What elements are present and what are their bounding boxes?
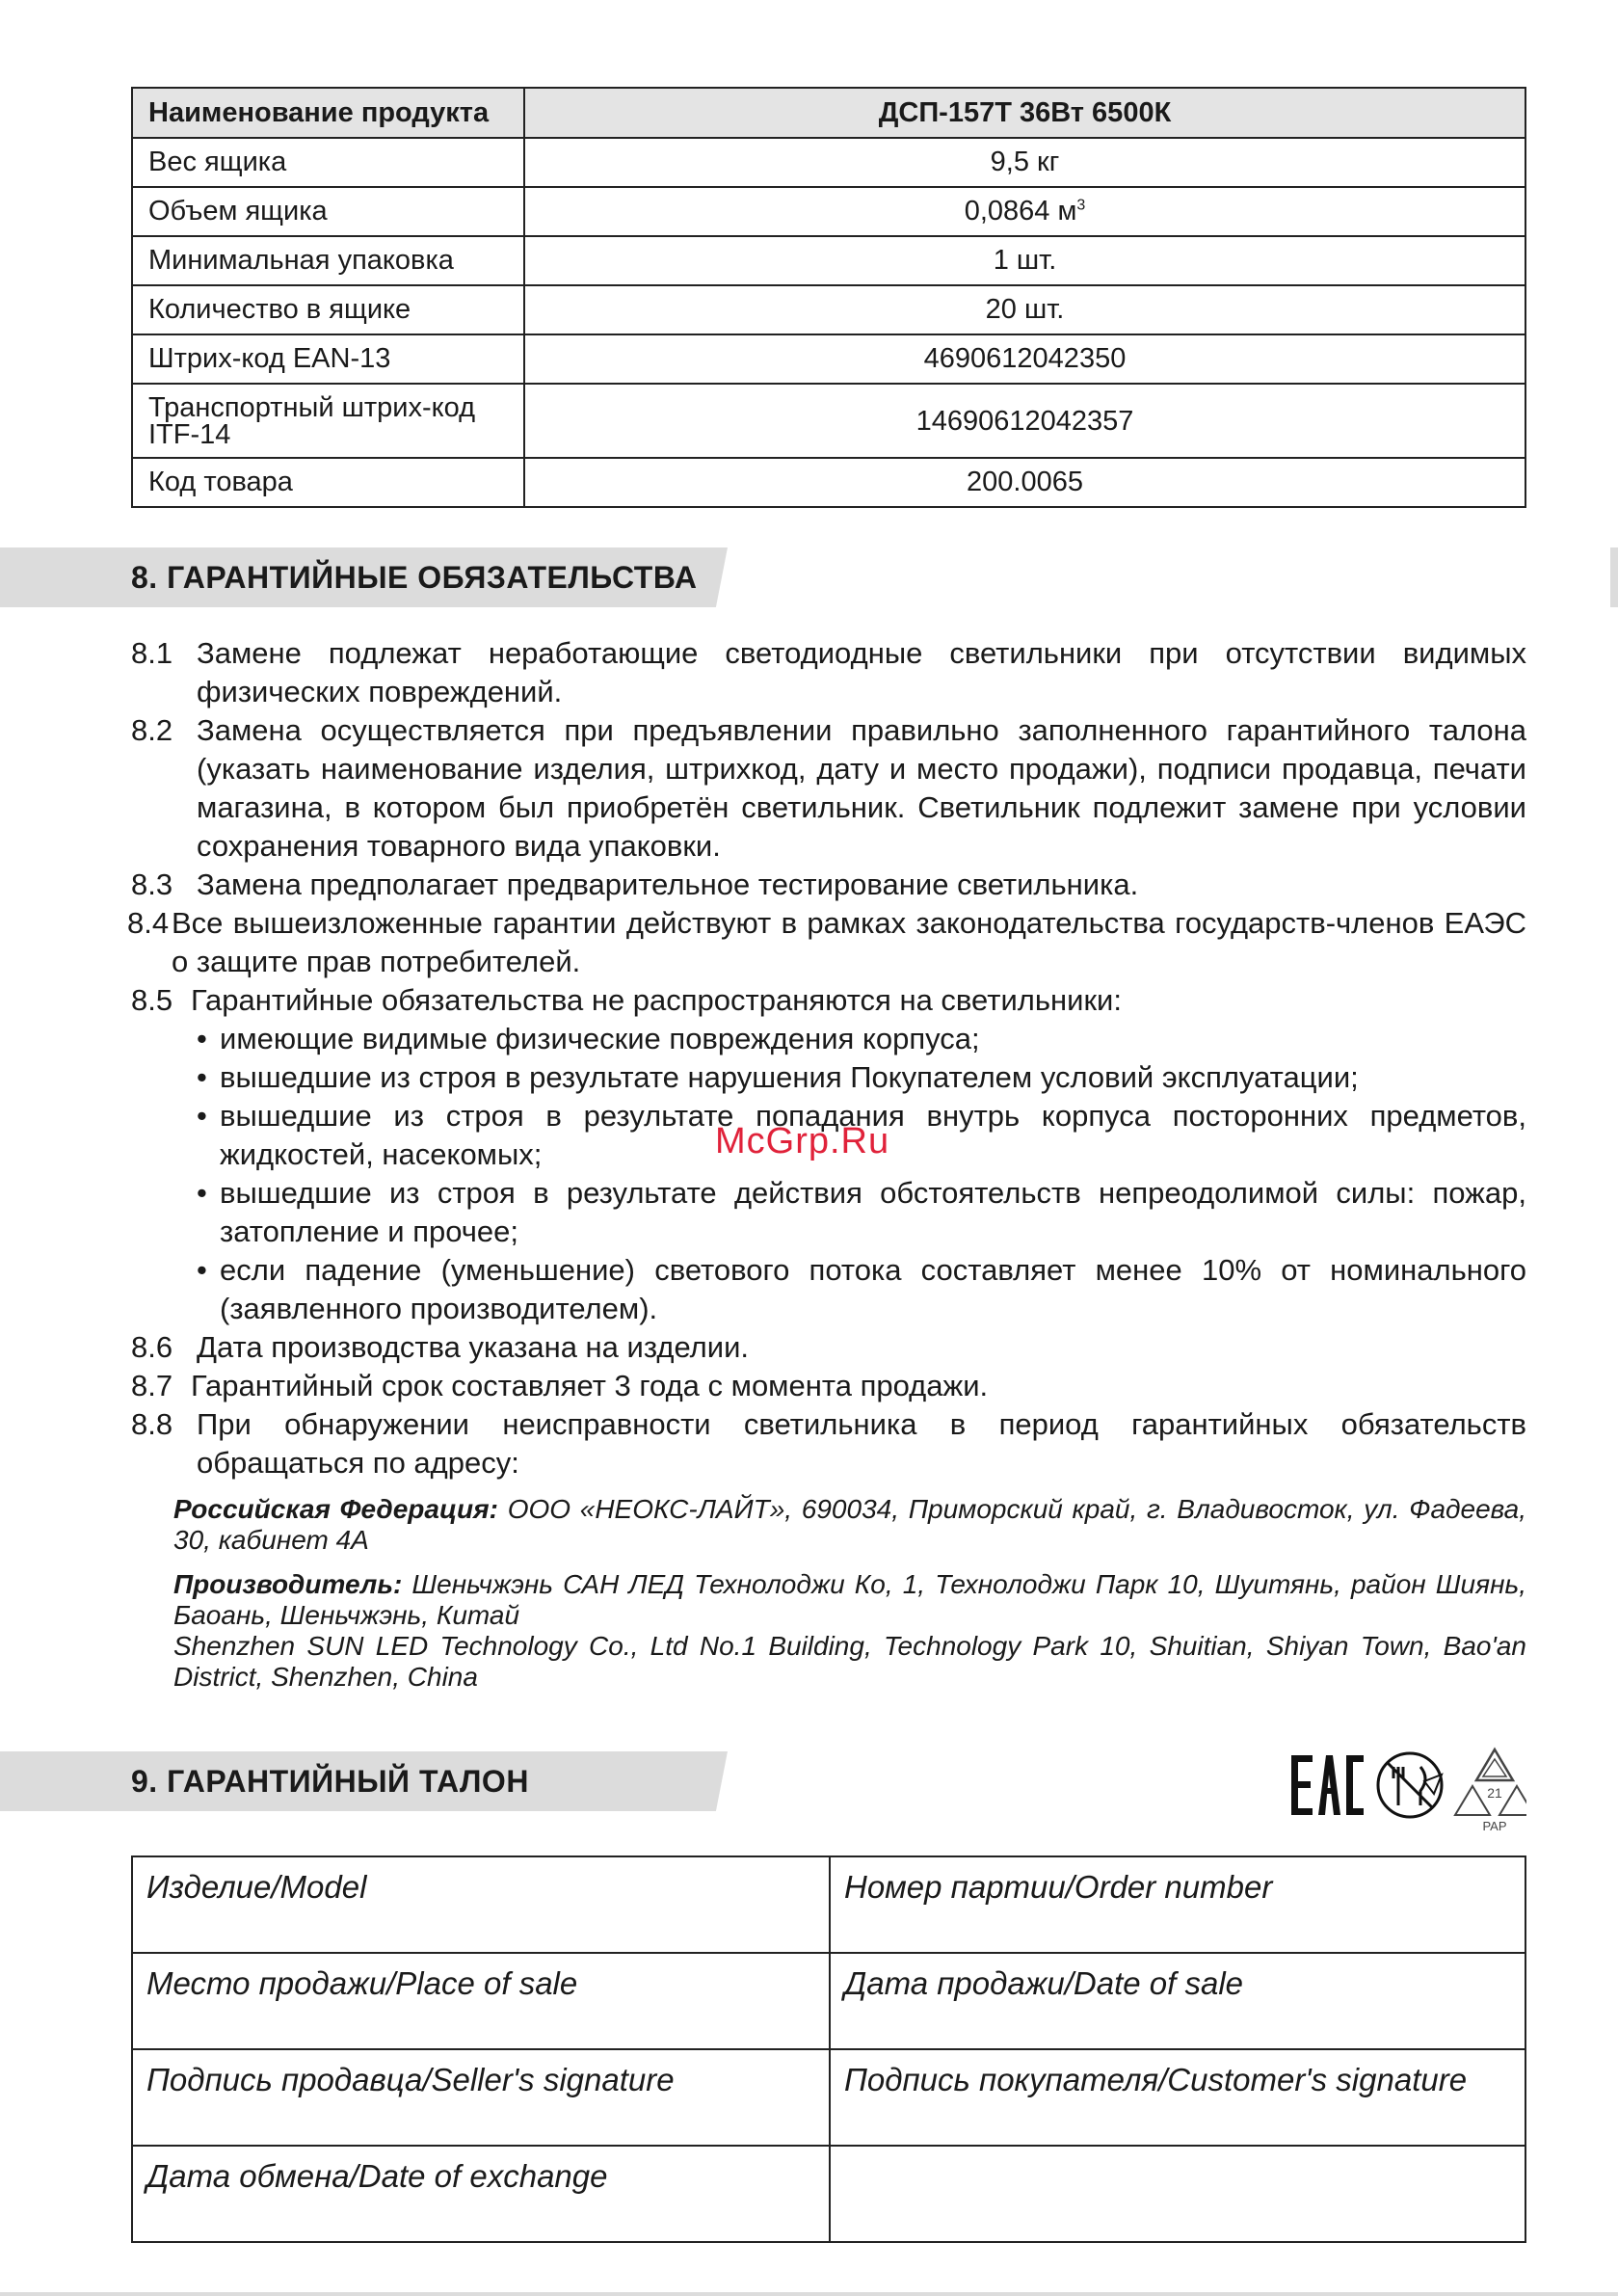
list-item [131,634,1526,711]
specs-header-row [132,88,1525,138]
list-item [131,1405,1526,1482]
spec-value: 4690612042350 [524,334,1525,384]
spec-value: 9,5 кг [524,138,1525,187]
table-row [132,285,1525,334]
spec-label: Код товара [132,458,524,507]
contact-rf-label: Российская Федерация: [173,1494,498,1524]
list-item [131,1367,1526,1405]
specs-header-value: ДСП-157Т 36Вт 6500К [524,88,1525,138]
item-number: 8.5 [131,983,173,1017]
item-text: Все вышеизложенные гарантии действуют в рамках законодательства государств-членов ЕАЭС о защите прав потребителей. [172,906,1526,978]
table-row [132,2049,1525,2146]
table-row [132,138,1525,187]
specs-table [131,87,1526,508]
warranty-field-empty[interactable] [830,2146,1525,2242]
bullet-item [131,1174,1526,1251]
table-row [132,187,1525,236]
section-8-body [127,634,1526,1482]
item-number: 8.1 [131,636,173,670]
spec-value [524,187,1525,236]
section-8-title: 8. ГАРАНТИЙНЫЕ ОБЯЗАТЕЛЬСТВА [131,560,698,595]
specs-header-label: Наименование продукта [132,88,524,138]
item-number: 8.2 [131,713,173,747]
item-text: Гарантийные обязательства не распространяются на светильники: [191,983,1122,1017]
bullet-icon: • [197,1022,207,1055]
spec-label: Количество в ящике [132,285,524,334]
item-number: 8.7 [131,1369,173,1402]
section-9-title: 9. ГАРАНТИЙНЫЙ ТАЛОН [131,1764,529,1799]
spec-value: 1 шт. [524,236,1525,285]
item-number: 8.4 [127,906,170,940]
eac-mark-icon [1291,1755,1364,1815]
bullet-icon: • [197,1060,207,1094]
recycle-number: 21 [1487,1785,1502,1801]
spec-label: Штрих-код EAN-13 [132,334,524,384]
item-number: 8.8 [131,1407,173,1441]
spec-label: Транспортный штрих-код ITF-14 [132,384,524,458]
bullet-icon: • [197,1253,207,1287]
spec-value-text: 0,0864 м [964,196,1077,227]
spec-value-sup: 3 [1076,197,1086,214]
contact-maker-text-en: Shenzhen SUN LED Technology Co., Ltd No.1 Building, Technology Park 10, Shuitian, Shiyan Town, Bao'an District, Shenzhen, China [173,1631,1526,1692]
item-text: При обнаружении неисправности светильника в период гарантийных обязательств обращаться по адресу: [197,1407,1526,1480]
warranty-field-place-of-sale[interactable]: Место продажи/Place of sale [132,1953,830,2049]
item-text: Замена осуществляется при предъявлении правильно заполненного гарантийного талона (указать наименование изделия, штрихкод, дату и место продажи), подписи продавца, печати магазина, в котором был приобретён светильник. Светильник подлежит замене при условии сохранения товарного вида упаковки. [197,713,1526,863]
bullet-text: если падение (уменьшение) светового потока составляет менее 10% от номинального (заявленного производителем). [220,1253,1526,1325]
recycle-code: PAP [1482,1819,1507,1833]
bullet-text: вышедшие из строя в результате нарушения Покупателем условий эксплуатации; [220,1060,1359,1094]
warranty-field-order-number[interactable]: Номер партии/Order number [830,1856,1525,1953]
section-8-edge-bar [1610,547,1618,607]
bullet-text: имеющие видимые физические повреждения корпуса; [220,1022,980,1055]
item-text: Дата производства указана на изделии. [197,1330,750,1364]
contact-maker [173,1569,1526,1693]
list-item [127,904,1526,981]
list-item [131,866,1526,904]
bullet-text: вышедшие из строя в результате действия обстоятельств непреодолимой силы: пожар, затопление и прочее; [220,1176,1526,1248]
item-text: Замене подлежат неработающие светодиодные светильники при отсутствии видимых физических повреждений. [197,636,1526,708]
table-row [132,1856,1525,1953]
item-text: Замена предполагает предварительное тестирование светильника. [197,868,1139,901]
contact-rf-text: ООО «НЕОКС-ЛАЙТ», 690034, Приморский край, г. Владивосток, ул. Фадеева, 30, кабинет 4А [173,1494,1526,1555]
bullet-item [131,1251,1526,1328]
list-item [131,1328,1526,1367]
spec-label: Объем ящика [132,187,524,236]
table-row [132,2146,1525,2242]
warranty-field-date-of-exchange[interactable]: Дата обмена/Date of exchange [132,2146,830,2242]
table-row [132,458,1525,507]
bullet-icon: • [197,1176,207,1210]
contacts-block [173,1494,1526,1706]
item-number: 8.3 [131,868,173,901]
bullet-text: вышедшие из строя в результате попадания внутрь корпуса посторонних предметов, жидкостей, насекомых; [220,1099,1526,1171]
bottom-rule [0,2292,1618,2296]
warranty-field-date-of-sale[interactable]: Дата продажи/Date of sale [830,1953,1525,2049]
item-number: 8.6 [131,1330,173,1364]
contact-maker-text: Шеньчжэнь САН ЛЕД Технолоджи Ко, 1, Технолоджи Парк 10, Шуитянь, район Шиянь, Баоань, Шеньчжэнь, Китай [173,1569,1526,1630]
spec-value: 200.0065 [524,458,1525,507]
not-food-safe-icon [1378,1753,1442,1817]
warranty-card-table [131,1855,1526,2243]
warranty-field-customer-signature[interactable]: Подпись покупателя/Customer's signature [830,2049,1525,2146]
list-item [131,711,1526,866]
table-row [132,236,1525,285]
list-item [131,981,1526,1020]
recycle-icon [1455,1749,1526,1815]
spec-value: 20 шт. [524,285,1525,334]
watermark-text: McGrp.Ru [715,1121,890,1161]
table-row [132,1953,1525,2049]
bullet-item [131,1058,1526,1097]
bullet-item [131,1020,1526,1058]
item-text: Гарантийный срок составляет 3 года с момента продажи. [191,1369,989,1402]
contact-rf [173,1494,1526,1556]
spec-label: Вес ящика [132,138,524,187]
bullet-icon: • [197,1099,207,1133]
certification-logos [1289,1738,1526,1834]
spec-value: 14690612042357 [524,384,1525,458]
spec-label: Минимальная упаковка [132,236,524,285]
table-row [132,384,1525,458]
warranty-field-seller-signature[interactable]: Подпись продавца/Seller's signature [132,2049,830,2146]
contact-maker-label: Производитель: [173,1569,403,1599]
warranty-field-model[interactable]: Изделие/Model [132,1856,830,1953]
table-row [132,334,1525,384]
